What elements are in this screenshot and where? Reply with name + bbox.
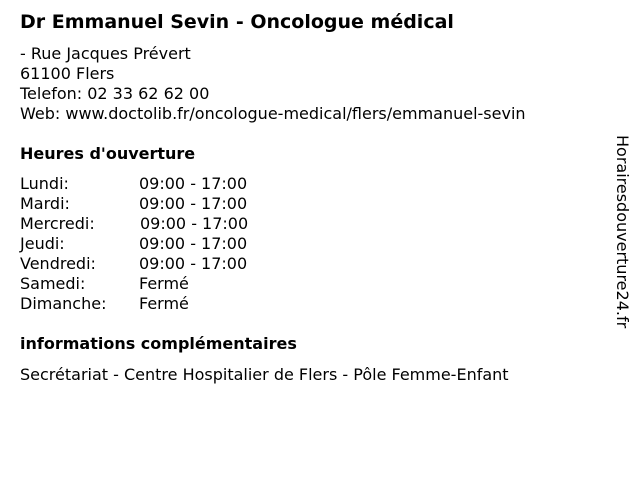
hours-row-saturday (20, 274, 320, 294)
city: 61100 Flers (20, 64, 115, 83)
additional-info-heading: informations complémentaires (20, 334, 297, 353)
hours-row-monday (20, 174, 320, 194)
day-label: Jeudi: (20, 234, 65, 253)
hours-row-sunday (20, 294, 320, 314)
day-hours: 09:00 - 17:00 (139, 234, 248, 253)
phone-number: Telefon: 02 33 62 62 00 (20, 84, 210, 103)
day-hours: 09:00 - 17:00 (139, 194, 248, 213)
opening-hours-heading: Heures d'ouverture (20, 144, 196, 163)
day-hours: Fermé (139, 294, 189, 313)
hours-row-thursday (20, 234, 320, 254)
day-hours: Fermé (139, 274, 189, 293)
day-label: Samedi: (20, 274, 86, 293)
additional-info-text: Secrétariat - Centre Hospitalier de Flers - Pôle Femme-Enfant (20, 365, 509, 384)
address-block (20, 44, 526, 124)
day-label: Dimanche: (20, 294, 107, 313)
page-title: Dr Emmanuel Sevin - Oncologue médical (20, 11, 454, 33)
hours-row-tuesday (20, 194, 320, 214)
day-hours: 09:00 - 17:00 (139, 174, 248, 193)
day-label: Lundi: (20, 174, 69, 193)
site-watermark: Horairesdouverture24.fr (613, 135, 632, 329)
hours-row-wednesday (20, 214, 320, 234)
day-hours: 09:00 - 17:00 (139, 254, 248, 273)
website: Web: www.doctolib.fr/oncologue-medical/flers/emmanuel-sevin (20, 104, 526, 123)
opening-hours-table (20, 174, 320, 314)
day-hours: 09:00 - 17:00 (140, 214, 249, 233)
street-address: - Rue Jacques Prévert (20, 44, 191, 63)
day-label: Vendredi: (20, 254, 96, 273)
day-label: Mercredi: (20, 214, 95, 233)
hours-row-friday (20, 254, 320, 274)
day-label: Mardi: (20, 194, 70, 213)
